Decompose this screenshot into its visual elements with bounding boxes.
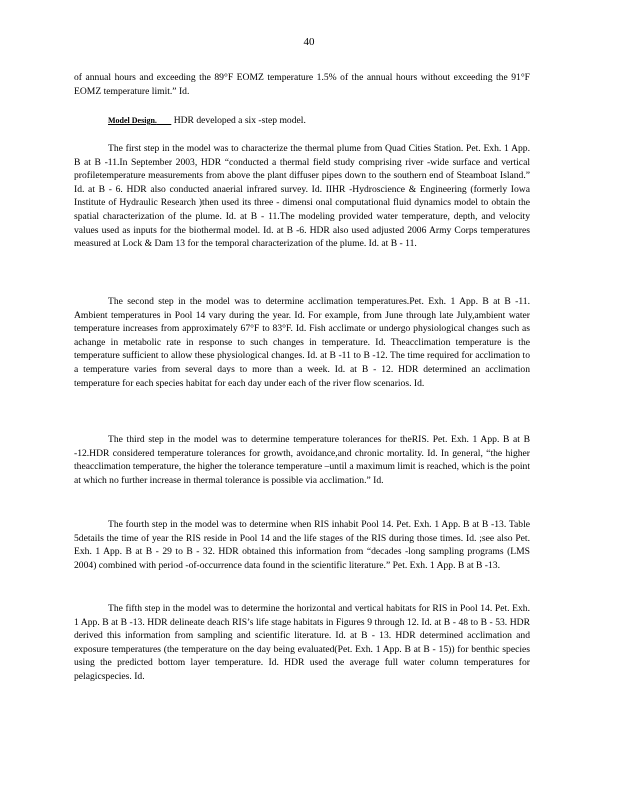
- heading-underline-gap: [157, 115, 171, 126]
- paragraph-text: The first step in the model was to characterize the thermal plume from Quad Cities Station. Pet. Exh. 1 App. B at B -11.In September 2003, HDR “conducted a thermal field study comprising river -wide surface and vertical profiletemperature measurements from above the plant diffuser pipes down to the southern end of Steamboat Island.” Id. at B - 6. HDR also conducted anaerial infrared survey. Id. IIHR -Hydroscience & Engineering (formerly Iowa Institute of Hydraulic Research )then used its three - dimensi onal computational fluid dynamics model to obtain the spatial characterization of the plume. Id. at B - 11.The modeling provided water temperature, depth, and velocity values used as inputs for the biothermal model. Id. at B -6. HDR also used adjusted 2006 Army Corps temperatures measured at Lock & Dam 13 for the temporal characterization of the plume. Id. at B - 11.: [74, 143, 530, 250]
- paragraph-model-design: [74, 114, 530, 128]
- paragraph-text: The fourth step in the model was to determine when RIS inhabit Pool 14. Pet. Exh. 1 App. B at B -13. Table 5details the time of year the RIS reside in Pool 14 and the life stages of the RIS during those times. Id. ;see also Pet. Exh. 1 App. B at B - 29 to B - 32. HDR obtained this information from “decades -long sampling programs (LMS 2004) combined with period -of-occurrence data found in the scientific literature.” Pet. Exh. 1 App. B at B -13.: [74, 519, 530, 571]
- paragraph-step-four: [74, 518, 530, 572]
- paragraph-text: HDR developed a six -step model.: [173, 115, 306, 126]
- paragraph-step-three: [74, 433, 530, 487]
- paragraph-text: of annual hours and exceeding the 89°F EOMZ temperature 1.5% of the annual hours without exceeding the 91°F EOMZ temperature limit.” Id.: [74, 72, 530, 97]
- paragraph-text: The second step in the model was to determine acclimation temperatures.Pet. Exh. 1 App. B at B -11. Ambient temperatures in Pool 14 vary during the year. Id. For example, from June through late July,ambient water temperature increases from approximately 67°F to 83°F. Id. Fish acclimate or undergo physiological changes such as achange in metabolic rate in response to such changes in temperature. Id. Theacclimation temperature is the temperature sufficient to allow these physiological changes. Id. at B -11 to B -12. The time required for acclimation to a temperature varies from several days to more than a week. Id. at B - 12. HDR determined an acclimation temperature for each species habitat for each day under each of the river flow scenarios. Id.: [74, 296, 530, 389]
- paragraph-step-five: [74, 602, 530, 684]
- page-number: 40: [303, 36, 315, 48]
- section-heading: Model Design.: [108, 116, 157, 125]
- paragraph-step-one: [74, 142, 530, 251]
- paragraph-step-two: [74, 295, 530, 390]
- paragraph-text: The third step in the model was to determine temperature tolerances for theRIS. Pet. Exh. 1 App. B at B -12.HDR considered temperature tolerances for growth, avoidance,and chronic mortality. Id. In general, “the higher theacclimation temperature, the higher the tolerance temperature –until a maximum limit is reached, which is the point at which no further increase in thermal tolerance is possible via acclimation.” Id.: [74, 434, 530, 486]
- paragraph-text: The fifth step in the model was to determine the horizontal and vertical habitats for RIS in Pool 14. Pet. Exh. 1 App. B at B -13. HDR delineate deach RIS’s life stage habitats in Figures 9 through 12. Id. at B - 48 to B - 53. HDR derived this information from sampling and scientific literature. Id. at B - 13. HDR determined acclimation and exposure temperatures (the temperature on the day being evaluated(Pet. Exh. 1 App. B at B - 15)) for benthic species using the predicted bottom layer temperature. Id. HDR used the average full water column temperatures for pelagicspecies. Id.: [74, 603, 530, 682]
- paragraph-continuation: [74, 71, 530, 98]
